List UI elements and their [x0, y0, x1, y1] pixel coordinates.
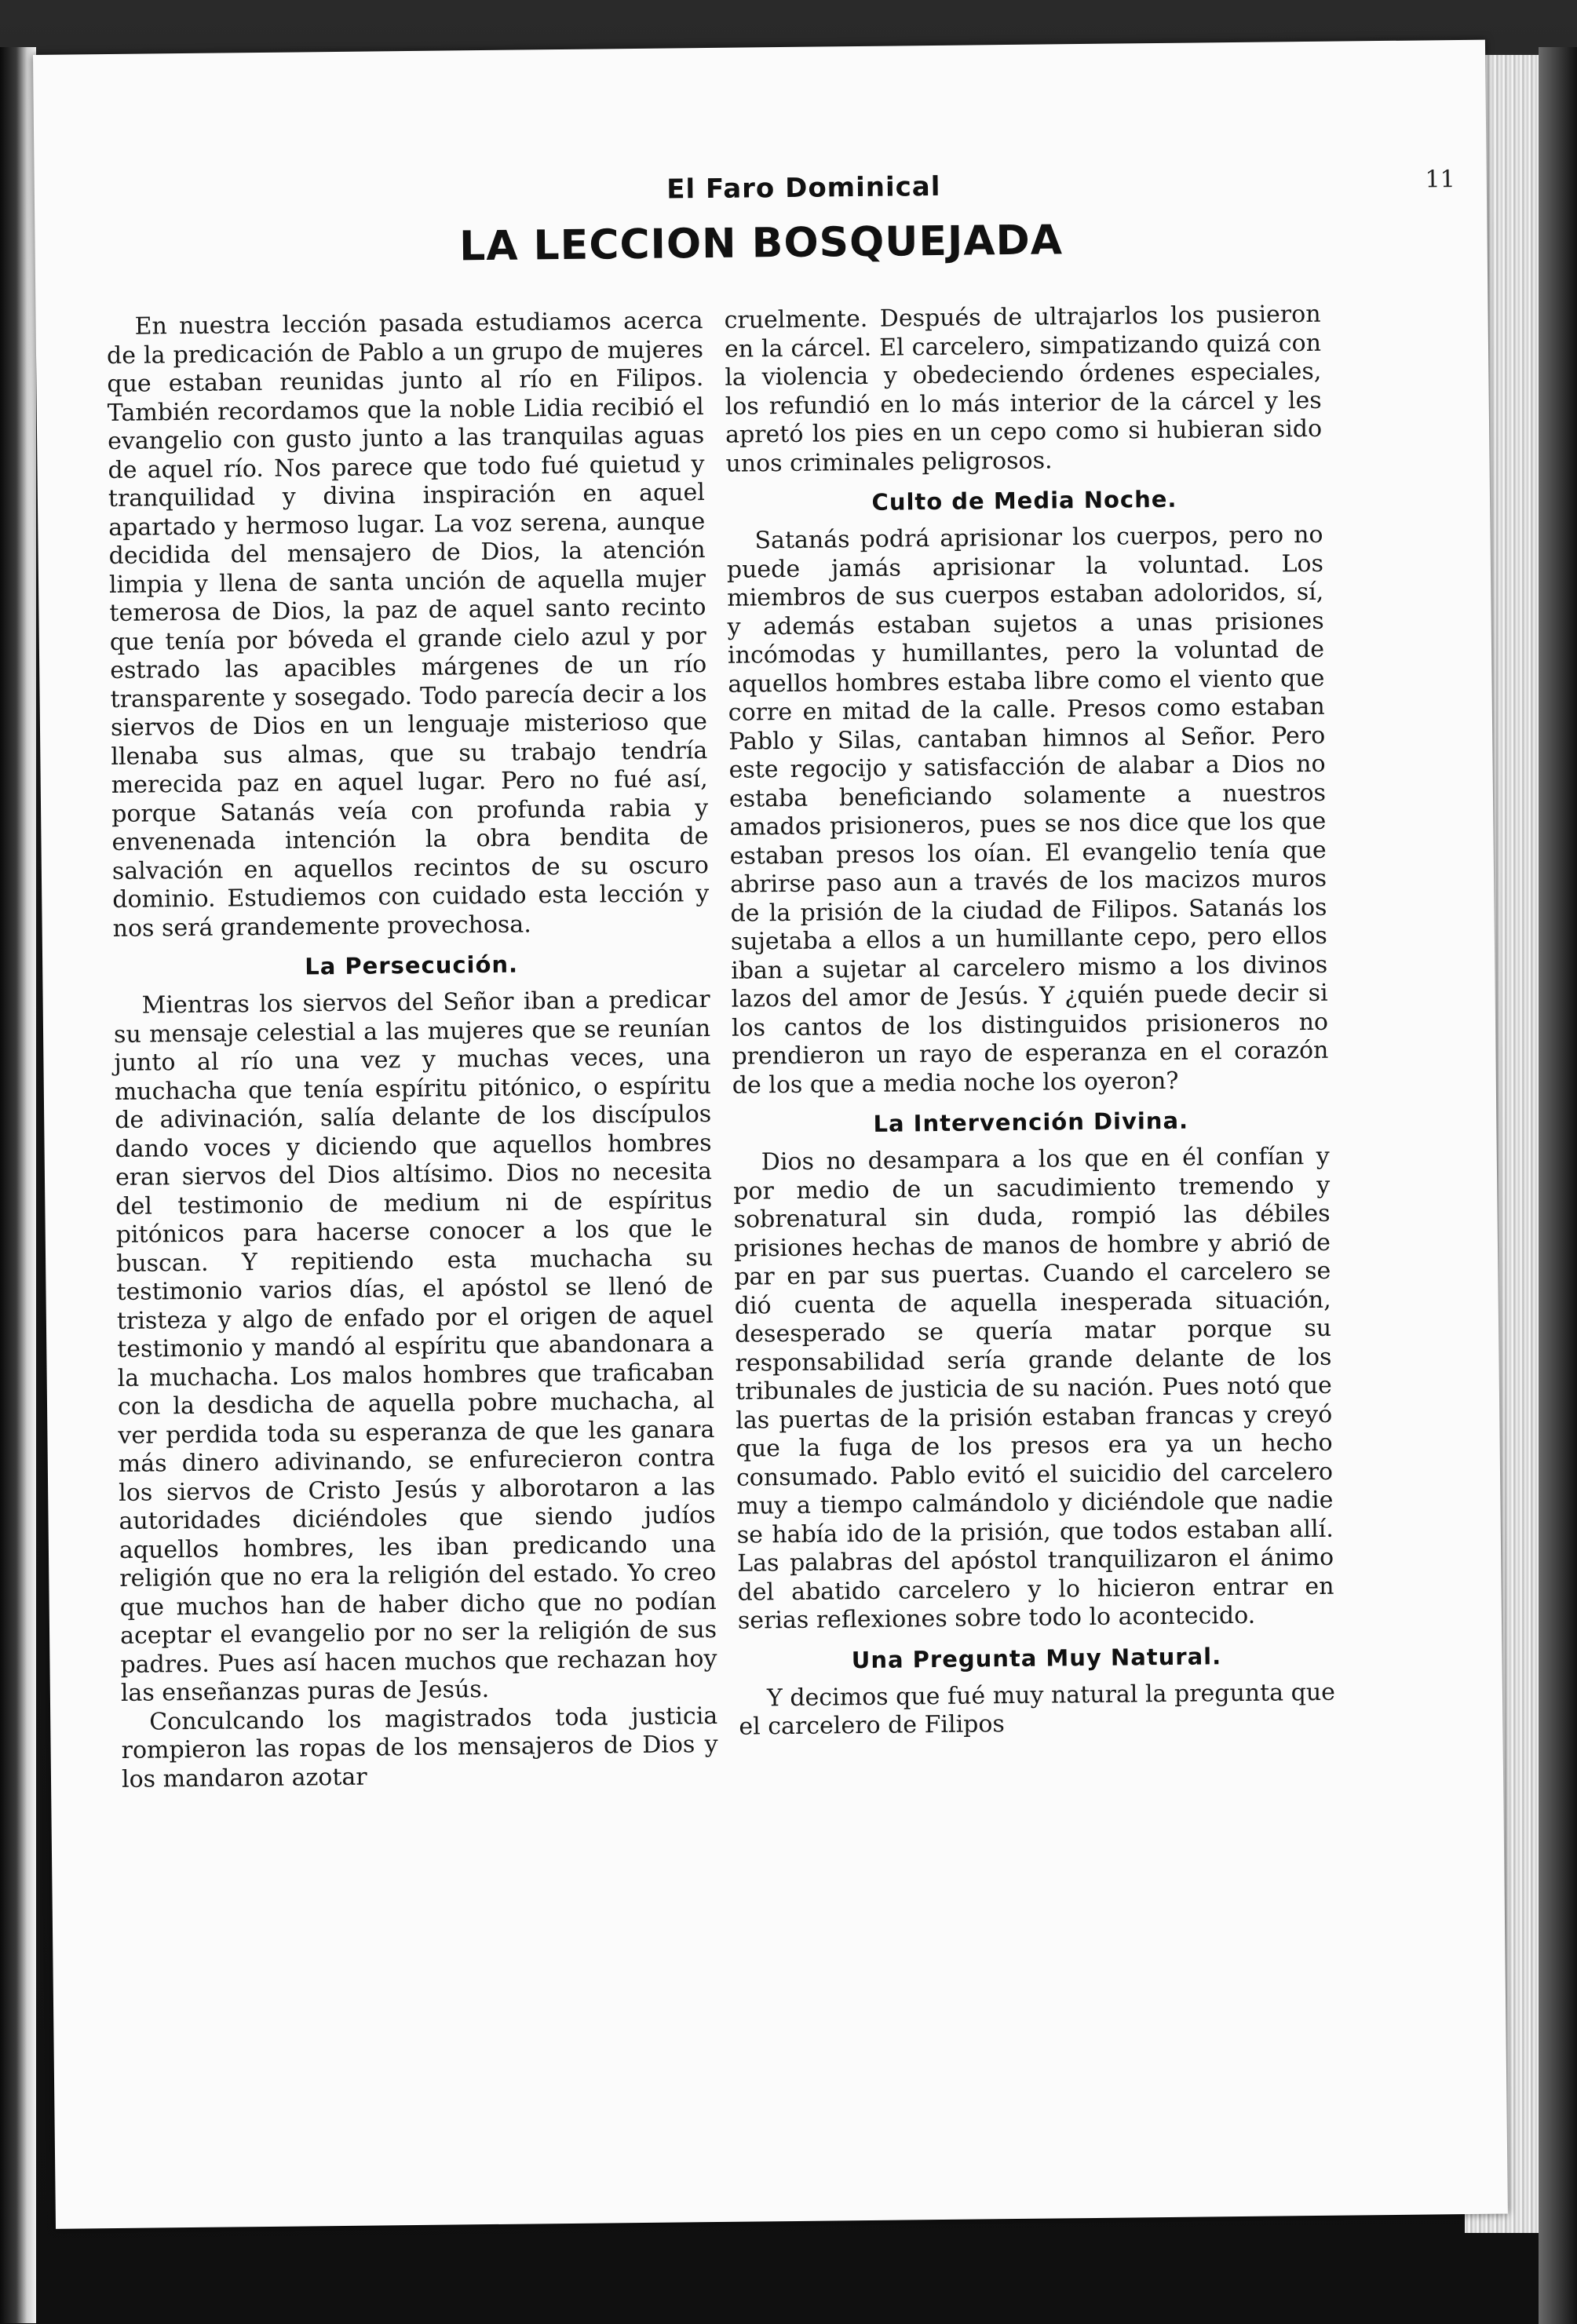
edge-shadow — [1539, 47, 1577, 2324]
section-heading: Culto de Media Noche. — [871, 485, 1177, 516]
paragraph: Satanás podrá aprisionar los cuerpos, pero no puede jamás aprisionar la voluntad. Los miembros de sus cuerpos estaban adoloridos, sí, y además estaban sujetos a unas prisiones incómodas y humillantes, pero la voluntad de aquellos hombres estaba libre como el viento que corre en mitad de la calle. Presos como estaban Pablo y Silas, cantaban himnos al Señor. Pero este regocijo y satisfacción de alabar a Dios no estaba beneficiando solamente a nuestros amados prisioneros, pues se nos dice que los que estaban presos los oían. El evangelio tenía que abrirse paso aun a través de los macizos muros de la prisión de la ciudad de Filipos. Satanás los sujetaba a ellos a un humillante cepo, pero ellos iban a sujetar al carcelero mismo a los divinos lazos del amor de Jesús. Y ¿quién puede decir si los cantos de los distinguidos prisioneros no prendieron un rayo de esperanza en el corazón de los que a media noche los oyeron? — [726, 520, 1329, 1100]
section-heading: La Persecución. — [305, 950, 519, 980]
magazine-page — [33, 40, 1508, 2229]
paragraph: Dios no desampara a los que en él confían y por medio de un sacudimiento tremendo y sobrenatural sin duda, rompió las débiles prisiones hechas de manos de hombre y abrió de par en par sus puertas. Cuando el carcelero se dió cuenta de aquella inesperada situación, desesperado se quería matar porque su responsabilidad sería grande delante de los tribunales de justicia de su nación. Pues notó que las puertas de la prisión estaban francas y creyó que la fuga de los presos era ya un hecho consumado. Pablo evitó el suicidio del carcelero muy a tiempo calmándolo y diciéndole que nadie se había ido de la prisión, que todos estaban allí. Las palabras del apóstol tranquilizaron el ánimo del abatido carcelero y lo hicieron entrar en serias reflexiones sobre todo lo acontecido. — [733, 1142, 1334, 1635]
page-number: 11 — [1425, 166, 1455, 194]
paragraph: cruelmente. Después de ultrajarlos los pusieron en la cárcel. El carcelero, simpatizando quizá con la violencia y obedeciendo órdenes especiales, los refundió en lo más interior de la cárcel y les apretó los pies en un cepo como si hubieran sido unos criminales peligrosos. — [724, 300, 1323, 478]
section-heading: La Intervención Divina. — [873, 1107, 1189, 1137]
book-spine — [0, 47, 36, 2323]
right-column — [724, 301, 1335, 1742]
left-column — [106, 307, 718, 1794]
article-title: LA LECCION BOSQUEJADA — [458, 217, 1064, 271]
paragraph: Y decimos que fué muy natural la pregunta que el carcelero de Filipos — [739, 1678, 1336, 1741]
paragraph: Conculcando los magistrados toda justicia rompieron las ropas de los mensajeros de Dios y los mandaron azotar — [121, 1702, 718, 1793]
paragraph: Mientras los siervos del Señor iban a predicar su mensaje celestial a las mujeres que se reunían junto al río una vez y muchas veces, una muchacha que tenía espíritu pitónico, o espíritu de adivinación, salía delante de los discípulos dando voces y diciendo que aquellos hombres eran siervos del Dios altísimo. Dios no necesita del testimonio de medium ni de espíritus pitónicos para hacerse conocer a los que le buscan. Y repitiendo esta muchacha su testimonio varios días, el apóstol se llenó de tristeza y algo de enfado por el origen de aquel testimonio y mandó al espíritu que abandonara a la muchacha. Los malos hombres que traficaban con la desdicha de aquella pobre muchacha, al ver perdida toda su esperanza de que les ganara más dinero adivinando, se enfurecieron contra los siervos de Cristo Jesús y alborotaron a las autoridades diciéndoles que siendo judíos aquellos hombres, les iban predicando una religión que no era la religión del estado. Yo creo que muchos han de haber dicho que no podían aceptar el evangelio por no ser la religión de sus padres. Pues así hacen muchos que rechazan hoy las enseñanzas puras de Jesús. — [113, 986, 717, 1707]
paragraph: En nuestra lección pasada estudiamos acerca de la predicación de Pablo a un grupo de mujeres que estaban reunidas junto al río en Filipos. También recordamos que la noble Lidia recibió el evangelio con gusto junto a las tranquilas aguas de aquel río. Nos parece que todo fué quietud y tranquilidad y divina inspiración en aquel apartado y hermoso lugar. La voz serena, aunque decidida del mensajero de Dios, la atención limpia y llena de santa unción de aquella mujer temerosa de Dios, la paz de aquel santo recinto que tenía por bóveda el grande cielo azul y por estrado las apacibles márgenes de un río transparente y sosegado. Todo parecía decir a los siervos de Dios en un lenguaje misterioso que llenaba sus almas, que su trabajo tendría merecida paz en aquel lugar. Pero no fué así, porque Satanás veía con profunda rabia y envenenada intención la obra bendita de salvación en aquellos recintos de su oscuro dominio. Estudiemos con cuidado esta lección y nos será grandemente provechosa. — [106, 307, 710, 943]
section-heading: Una Pregunta Muy Natural. — [851, 1642, 1222, 1673]
journal-name: El Faro Dominical — [666, 170, 941, 206]
